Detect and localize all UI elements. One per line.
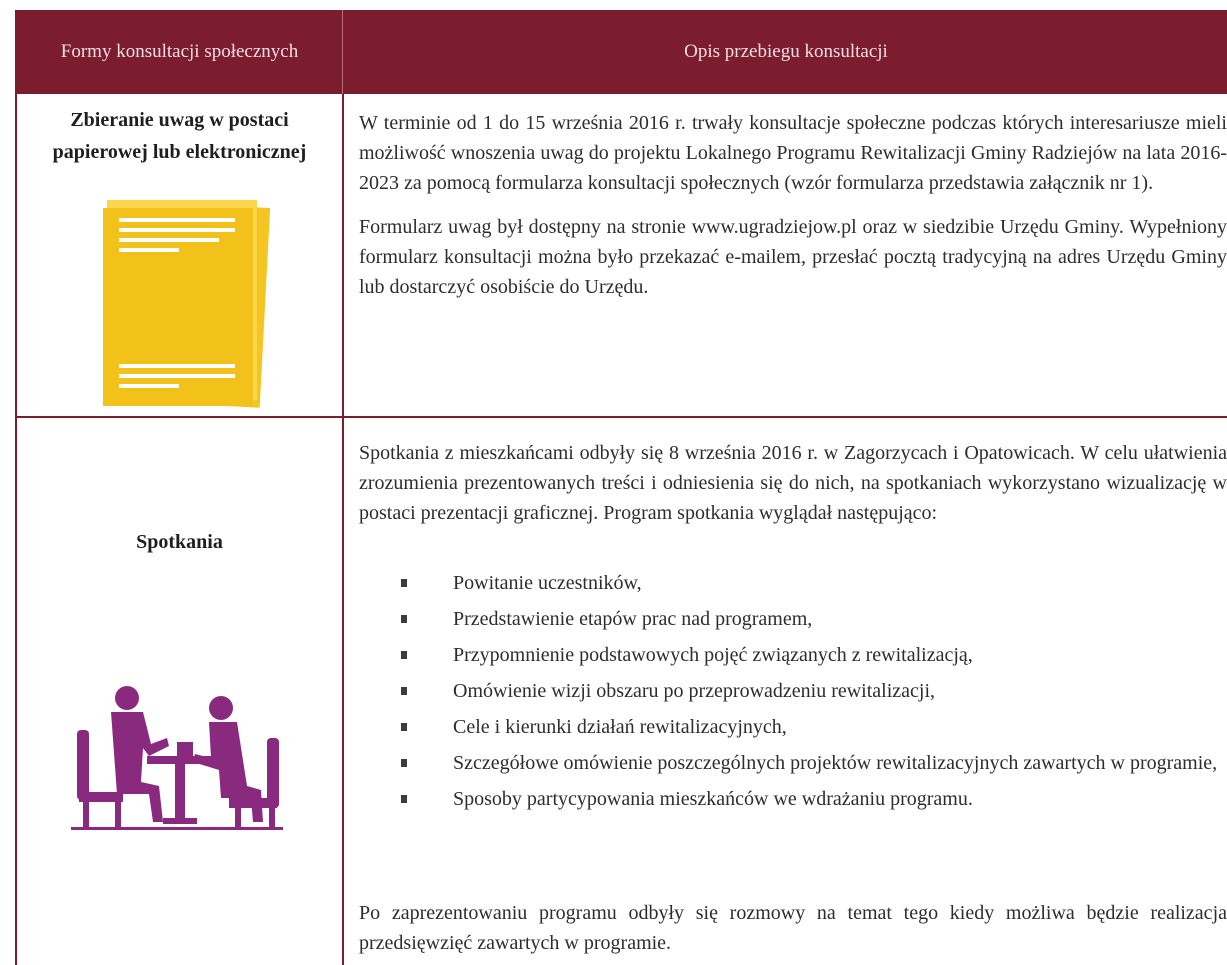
bullet-icon: [401, 687, 407, 695]
consultation-table: [15, 10, 1227, 965]
bullet-icon: [401, 651, 407, 659]
meeting-agenda-list: [397, 570, 1227, 822]
header-col-description: Opis przebiegu konsultacji: [684, 41, 888, 62]
row1-description: [359, 108, 1227, 302]
bullet-icon: [401, 615, 407, 623]
table-header: [17, 10, 1227, 94]
meeting-icon: [71, 682, 291, 842]
row2-intro: Spotkania z mieszkańcami odbyły się 8 września 2016 r. w Zagorzycach i Opatowicach. W celu ułatwienia zrozumienia prezentowanych treści i odniesienia się do nich, na spotkaniach wykorzystano wizualizację w postaci prezentacji graficznej. Program spotkania wyglądał następująco:: [359, 442, 1227, 524]
header-col-forms: Formy konsultacji społecznych: [60, 41, 299, 62]
row2-form-name: Spotkania: [136, 531, 223, 553]
bullet-icon: [401, 579, 407, 587]
row1-paragraph-2: Formularz uwag był dostępny na stronie www.ugradziejow.pl oraz w siedzibie Urzędu Gminy. Wypełniony formularz konsultacji można było przekazać e-mailem, przesłać pocztą tradycyjną na adres Urzędu Gminy lub dostarczyć osobiście do Urzędu.: [359, 216, 1227, 298]
row2-outro: Po zaprezentowaniu programu odbyły się rozmowy na temat tego kiedy możliwa będzie realizacja przedsięwzięć zawartych w programie.: [359, 902, 1227, 954]
list-item: Powitanie uczestników,: [397, 570, 1227, 597]
bullet-icon: [401, 759, 407, 767]
list-item: Szczegółowe omówienie poszczególnych projektów rewitalizacyjnych zawartych w programie,: [397, 750, 1227, 777]
bullet-icon: [401, 795, 407, 803]
row1-paragraph-1: W terminie od 1 do 15 września 2016 r. trwały konsultacje społeczne podczas których interesariusze mieli możliwość wnoszenia uwag do projektu Lokalnego Programu Rewitalizacji Gminy Radziejów na lata 2016-2023 za pomocą formularza konsultacji społecznych (wzór formularza przedstawia załącznik nr 1).: [359, 112, 1227, 194]
row1-form-name: Zbieranie uwag w postaci papierowej lub elektronicznej: [52, 109, 307, 163]
row-divider: [17, 416, 1227, 418]
list-item: Cele i kierunki działań rewitalizacyjnych,: [397, 714, 1227, 741]
list-item: Sposoby partycypowania mieszkańców we wdrażaniu programu.: [397, 786, 1227, 813]
document-icon: [101, 196, 273, 410]
column-divider: [342, 94, 344, 965]
list-item: Przedstawienie etapów prac nad programem,: [397, 606, 1227, 633]
bullet-icon: [401, 723, 407, 731]
list-item: Omówienie wizji obszaru po przeprowadzeniu rewitalizacji,: [397, 678, 1227, 705]
list-item: Przypomnienie podstawowych pojęć związanych z rewitalizacją,: [397, 642, 1227, 669]
